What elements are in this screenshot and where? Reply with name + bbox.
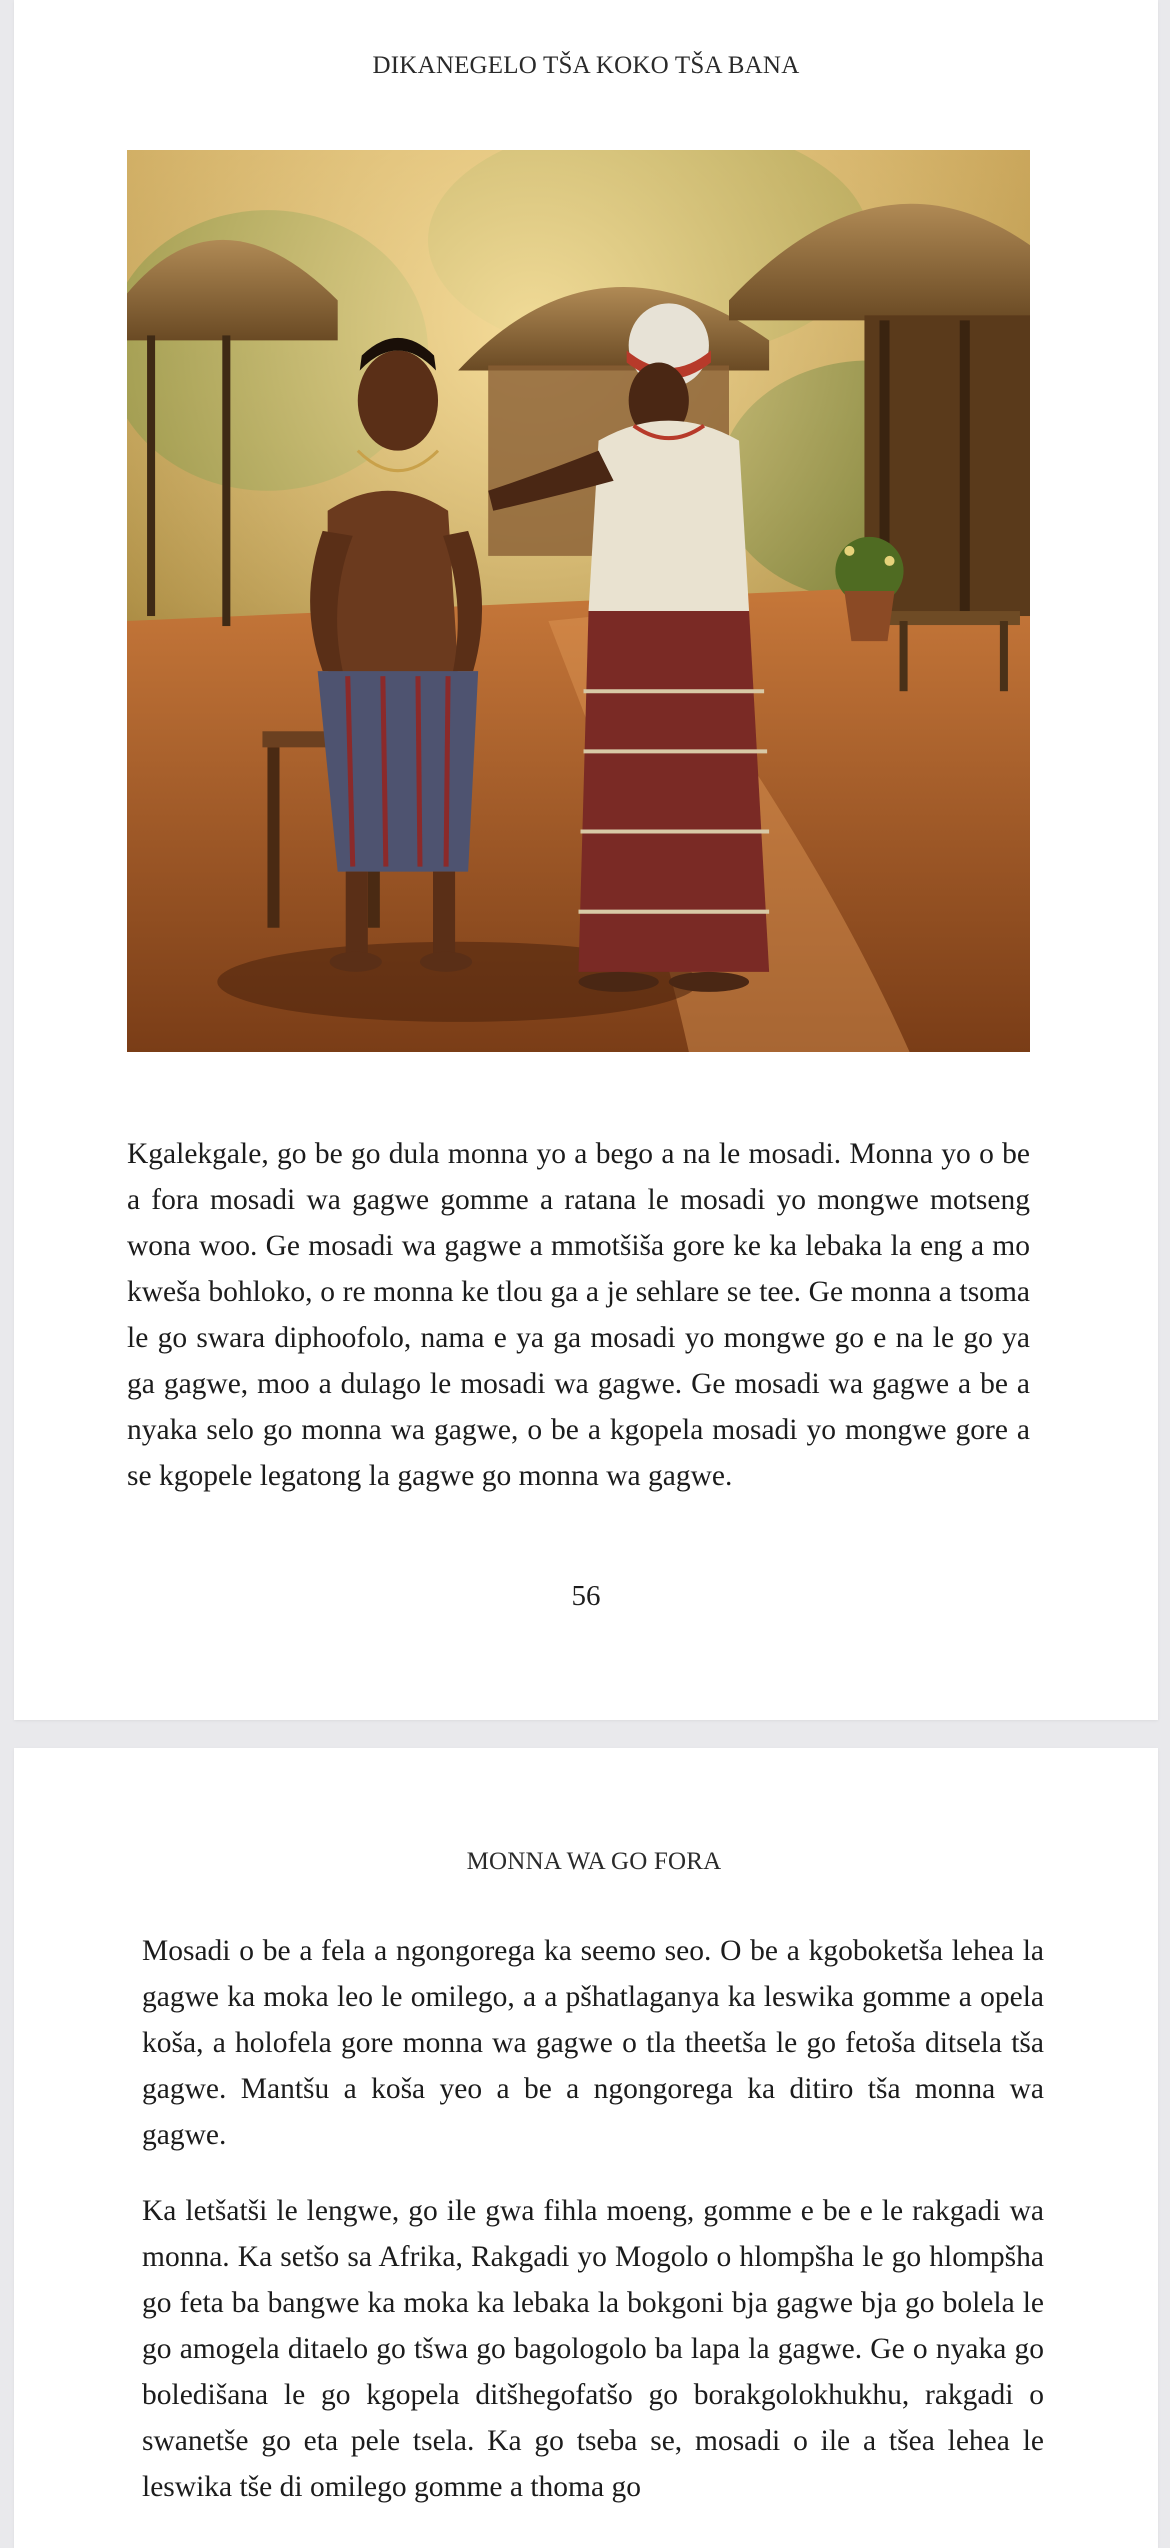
story-paragraph: Kgalekgale, go be go dula monna yo a bego a na le mosadi. Monna yo o be a fora mosadi wa gagwe gomme a ratana le mosadi yo mongwe motseng wona woo. Ge mosadi wa gagwe a mmotšiša gore ke ka lebaka la eng a mo kweša bohloko, o re monna ke tlou ga a je sehlare se tee. Ge monna a tsoma le go swara diphoofolo, nama e ya ga mosadi yo mongwe go e na le go ya ga gagwe, moo a dulago le mosadi wa gagwe. Ge mosadi wa gagwe a be a nyaka selo go monna wa gagwe, o be a kgopela mosadi yo mongwe gore a se kgopele legatong la gagwe go monna wa gagwe. <box>127 1138 1030 1492</box>
page-number: 56 <box>571 1580 601 1612</box>
story-paragraph: Mosadi o be a fela a ngongorega ka seemo seo. O be a kgoboketša lehea la gagwe ka moka leo le omilego, a a pšhatlaganya ka leswika gomme a opela koša, a holofela gore monna wa gagwe o tla theetša le go fetoša ditsela tša gagwe. Mantšu a koša yeo a be a ngongorega ka ditiro tša monna wa gagwe. <box>142 1935 1044 2151</box>
running-head: MONNA WA GO FORA <box>466 1848 722 1875</box>
story-paragraph: Ka letšatši le lengwe, go ile gwa fihla moeng, gomme e be e le rakgadi wa monna. Ka setšo sa Afrika, Rakgadi yo Mogolo o hlompšha le go hlompšha go feta ba bangwe ka moka ka lebaka la bokgoni bja gagwe bja go bolela le go amogela ditaelo go tšwa go bagologolo ba lapa la gagwe. Ge o nyaka go boledišana le go kgopela ditšhegofatšo go borakgolokhukhu, rakgadi o swanetše go eta pele tsela. Ka go tseba se, mosadi o ile a tšea lehea le leswika tše di omilego gomme a thoma go <box>142 2195 1044 2503</box>
village-elder-illustration <box>127 150 1030 1052</box>
running-head: DIKANEGELO TŠA KOKO TŠA BANA <box>372 52 800 79</box>
book-page-56 <box>14 0 1158 1720</box>
village-elder-counselling-young-man-illustration <box>127 150 1030 1052</box>
book-page-57 <box>14 1748 1158 2548</box>
